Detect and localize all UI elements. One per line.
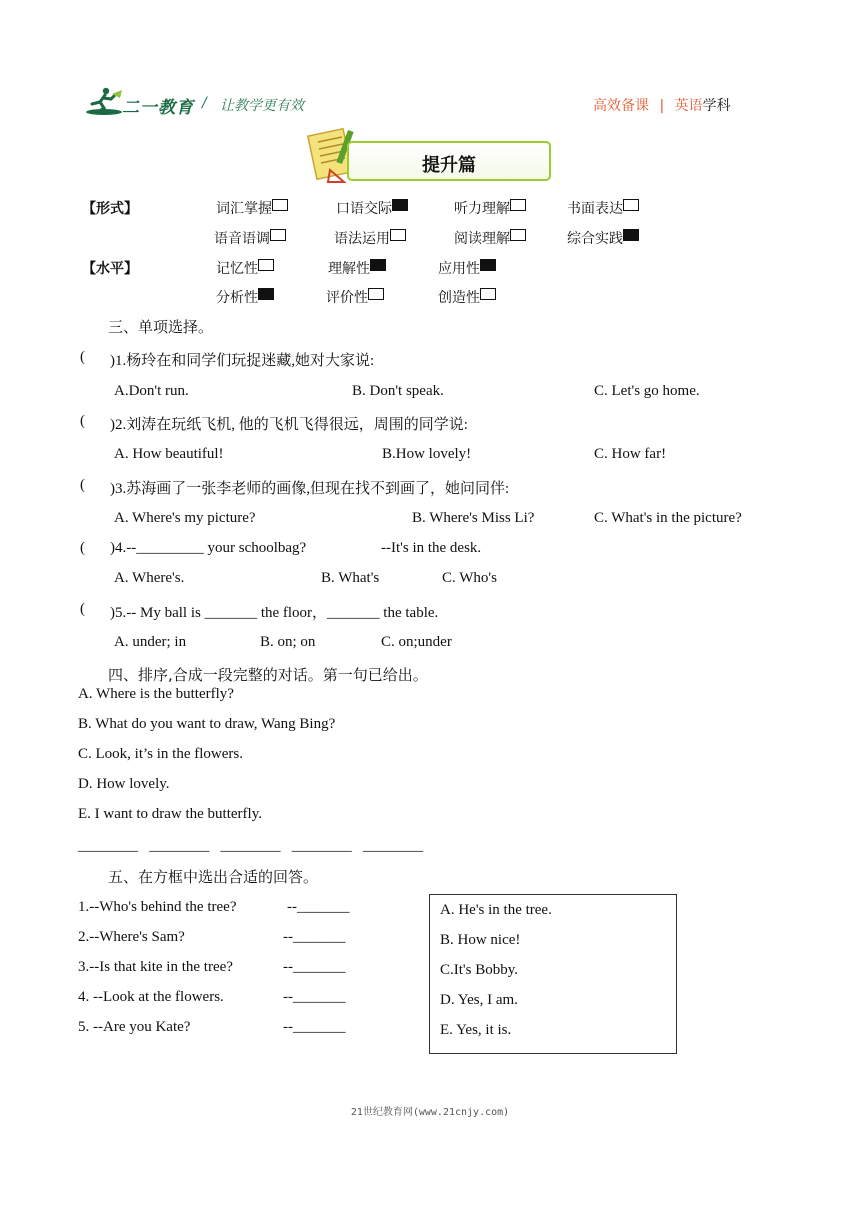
question-paren: ( — [80, 413, 85, 429]
question-stem: )4.--_________ your schoolbag? — [110, 540, 307, 556]
section5-title: 五、在方框中选出合适的回答。 — [108, 868, 319, 886]
dialogue-line: B. What do you want to draw, Wang Bing? — [78, 716, 336, 732]
section4-title: 四、排序,合成一段完整的对话。第一句已给出。 — [108, 666, 428, 684]
option-c: C. How far! — [594, 446, 667, 462]
running-man-logo-icon — [84, 86, 124, 116]
header-right-part1: 高效备课 — [593, 98, 649, 114]
level-item: 理解性 — [328, 258, 386, 278]
option-c: C. Who's — [442, 570, 497, 586]
section3-title: 三、单项选择。 — [108, 318, 214, 336]
checkbox[interactable] — [270, 229, 286, 241]
section-banner — [347, 141, 551, 181]
question-paren: ( — [80, 601, 85, 617]
match-question: 5. --Are you Kate? — [78, 1019, 191, 1035]
question-stem: )5.-- My ball is _______ the floor，_______ the table. — [110, 605, 439, 621]
question-stem-answer: --It's in the desk. — [381, 540, 482, 556]
checkbox-checked[interactable] — [392, 199, 408, 211]
level-item: 应用性 — [438, 258, 496, 278]
checkbox[interactable] — [480, 288, 496, 300]
option-c: C. What's in the picture? — [594, 510, 742, 526]
match-blank[interactable]: --_______ — [283, 929, 346, 945]
checkbox[interactable] — [272, 199, 288, 211]
checkbox-checked[interactable] — [623, 229, 639, 241]
checkbox[interactable] — [623, 199, 639, 211]
form-item: 听力理解 — [454, 198, 526, 218]
header-right-sep: | — [659, 98, 665, 114]
form-item: 综合实践 — [567, 228, 639, 248]
match-blank[interactable]: --_______ — [283, 959, 346, 975]
checkbox-checked[interactable] — [258, 288, 274, 300]
match-question: 3.--Is that kite in the tree? — [78, 959, 233, 975]
option-a: A. under; in — [114, 634, 187, 650]
header-right-subject: 英语 — [674, 98, 703, 114]
form-item: 阅读理解 — [454, 228, 526, 248]
question-paren: ( — [80, 540, 85, 556]
option-a: A. Where's. — [114, 570, 185, 586]
checkbox[interactable] — [510, 199, 526, 211]
question-paren: ( — [80, 349, 85, 365]
dialogue-line: C. Look, it’s in the flowers. — [78, 746, 243, 762]
header-divider: / — [202, 95, 207, 111]
answer-option: C.It's Bobby. — [440, 962, 518, 978]
option-b: B. Where's Miss Li? — [412, 510, 535, 526]
match-question: 1.--Who's behind the tree? — [78, 899, 237, 915]
option-b: B. Don't speak. — [352, 383, 444, 399]
dialogue-line: A. Where is the butterfly? — [78, 686, 234, 702]
option-b: B. on; on — [260, 634, 316, 650]
match-blank[interactable]: --_______ — [287, 899, 350, 915]
question-stem: )2.刘涛在玩纸飞机, 他的飞机飞得很远，周围的同学说: — [110, 417, 468, 433]
checkbox[interactable] — [258, 259, 274, 271]
level-item: 评价性 — [326, 287, 384, 307]
question-stem: )3.苏海画了一张李老师的画像,但现在找不到画了，她问同伴: — [110, 481, 510, 497]
match-blank[interactable]: --_______ — [283, 1019, 346, 1035]
checkbox-checked[interactable] — [370, 259, 386, 271]
form-item: 语法运用 — [334, 228, 406, 248]
question-stem: )1.杨玲在和同学们玩捉迷藏,她对大家说: — [110, 353, 375, 369]
header-right-suffix: 学科 — [702, 98, 731, 114]
option-a: A.Don't run. — [114, 383, 189, 399]
form-item: 词汇掌握 — [216, 198, 288, 218]
match-question: 2.--Where's Sam? — [78, 929, 185, 945]
banner-title: 提升篇 — [422, 155, 476, 176]
match-blank[interactable]: --_______ — [283, 989, 346, 1005]
checkbox[interactable] — [390, 229, 406, 241]
level-label: 【水平】 — [82, 261, 138, 277]
form-item: 书面表达 — [567, 198, 639, 218]
option-a: A. Where's my picture? — [114, 510, 256, 526]
logo-text: 二一教育 — [122, 98, 194, 118]
option-c: C. on;under — [381, 634, 452, 650]
header-right — [593, 95, 731, 115]
checkbox[interactable] — [368, 288, 384, 300]
ordering-blanks[interactable]: ________ ________ ________ ________ ________ — [78, 838, 423, 854]
checkbox-checked[interactable] — [480, 259, 496, 271]
level-item: 分析性 — [216, 287, 274, 307]
answer-option: D. Yes, I am. — [440, 992, 518, 1008]
checkbox[interactable] — [510, 229, 526, 241]
dialogue-line: D. How lovely. — [78, 776, 170, 792]
answer-option: E. Yes, it is. — [440, 1022, 512, 1038]
answer-option: B. How nice! — [440, 932, 521, 948]
form-label: 【形式】 — [82, 201, 138, 217]
form-item: 语音语调 — [214, 228, 286, 248]
level-item: 记忆性 — [216, 258, 274, 278]
option-c: C. Let's go home. — [594, 383, 700, 399]
level-item: 创造性 — [438, 287, 496, 307]
slogan: 让教学更有效 — [220, 98, 304, 114]
page-footer: 21世纪教育网(www.21cnjy.com) — [350, 1107, 510, 1118]
option-a: A. How beautiful! — [114, 446, 224, 462]
form-item: 口语交际 — [336, 198, 408, 218]
option-b: B. What's — [321, 570, 380, 586]
dialogue-line: E. I want to draw the butterfly. — [78, 806, 262, 822]
option-b: B.How lovely! — [382, 446, 472, 462]
answer-option: A. He's in the tree. — [440, 902, 552, 918]
match-question: 4. --Look at the flowers. — [78, 989, 224, 1005]
question-paren: ( — [80, 477, 85, 493]
